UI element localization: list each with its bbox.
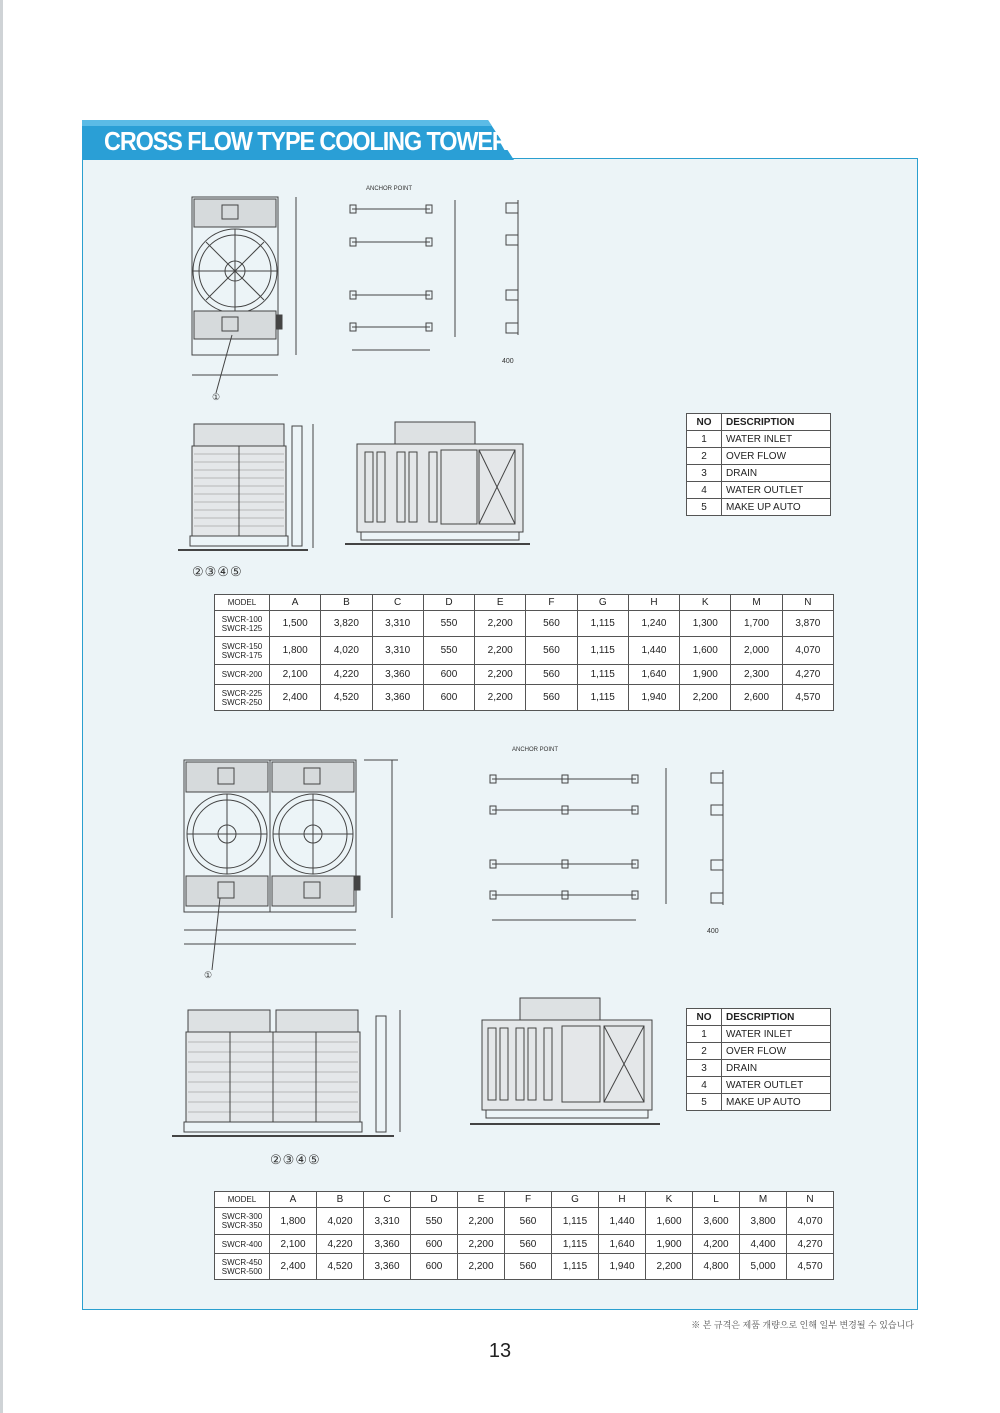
spec-value-cell: 560 xyxy=(505,1254,552,1280)
spec-header-cell: G xyxy=(552,1192,599,1208)
desc-text: DRAIN xyxy=(722,465,831,482)
callout-5: ⑤ xyxy=(229,564,243,579)
spec-value-cell: 4,020 xyxy=(321,637,372,665)
spec-value-cell: 3,600 xyxy=(693,1208,740,1235)
spec-value-cell: 600 xyxy=(411,1235,458,1254)
spec-row xyxy=(215,1254,834,1280)
spec-header-cell: B xyxy=(317,1192,364,1208)
desc-text: MAKE UP AUTO xyxy=(722,1094,831,1111)
description-table-2 xyxy=(686,1008,831,1111)
spec-value-cell: 1,600 xyxy=(680,637,731,665)
model-name: SWCR-200 xyxy=(221,670,263,679)
spec-value-cell: 600 xyxy=(423,665,474,685)
spec-header-cell: B xyxy=(321,595,372,611)
callouts-2-5-row-1 xyxy=(192,564,243,580)
spec-value-cell: 600 xyxy=(423,685,474,711)
desc-header-description: DESCRIPTION xyxy=(722,1009,831,1026)
spec-row xyxy=(215,611,834,637)
spec-value-cell: 560 xyxy=(526,665,577,685)
double-tower-front-view-drawing xyxy=(172,1004,412,1154)
desc-text: OVER FLOW xyxy=(722,448,831,465)
spec-value-cell: 1,115 xyxy=(577,685,628,711)
double-tower-side-view-drawing xyxy=(470,988,660,1138)
callout-4: ④ xyxy=(295,1152,308,1167)
spec-value-cell: 1,940 xyxy=(599,1254,646,1280)
desc-text: OVER FLOW xyxy=(722,1043,831,1060)
spec-value-cell: 2,200 xyxy=(475,611,526,637)
spec-header-row xyxy=(215,1192,834,1208)
spec-value-cell: 1,700 xyxy=(731,611,782,637)
spec-header-cell: E xyxy=(458,1192,505,1208)
spec-table-1 xyxy=(214,594,834,711)
spec-value-cell: 3,360 xyxy=(372,665,423,685)
spec-value-cell: 4,270 xyxy=(787,1235,834,1254)
spec-header-cell: H xyxy=(628,595,679,611)
spec-header-cell: K xyxy=(680,595,731,611)
spec-header-cell: G xyxy=(577,595,628,611)
desc-no: 4 xyxy=(687,482,722,499)
spec-value-cell: 3,360 xyxy=(364,1235,411,1254)
page-title: CROSS FLOW TYPE COOLING TOWER xyxy=(104,126,508,156)
spec-value-cell: 1,900 xyxy=(646,1235,693,1254)
anchor-point-label-2: ANCHOR POINT xyxy=(512,747,559,753)
footnote: ※ 본 규격은 제품 개량으로 인해 일부 변경될 수 있습니다 xyxy=(691,1320,914,1330)
spec-model-cell xyxy=(215,637,270,665)
desc-no: 1 xyxy=(687,1026,722,1043)
desc-no: 3 xyxy=(687,1060,722,1077)
spec-value-cell: 4,800 xyxy=(693,1254,740,1280)
spec-value-cell: 1,300 xyxy=(680,611,731,637)
model-name: SWCR-100 xyxy=(221,614,263,624)
callout-4: ④ xyxy=(217,564,230,579)
model-name: SWCR-500 xyxy=(221,1266,263,1276)
desc-no: 2 xyxy=(687,1043,722,1060)
spec-header-cell: A xyxy=(270,1192,317,1208)
spec-model-cell xyxy=(215,1254,270,1280)
spec-value-cell: 2,200 xyxy=(475,685,526,711)
spec-value-cell: 2,600 xyxy=(731,685,782,711)
spec-value-cell: 2,200 xyxy=(458,1208,505,1235)
model-name: SWCR-300 xyxy=(221,1212,263,1221)
spec-value-cell: 2,200 xyxy=(680,685,731,711)
spec-header-cell: E xyxy=(475,595,526,611)
spec-value-cell: 2,200 xyxy=(458,1235,505,1254)
spec-model-cell xyxy=(215,611,270,637)
spec-value-cell: 2,000 xyxy=(731,637,782,665)
dim-400-label: 400 xyxy=(502,358,514,365)
spec-value-cell: 3,310 xyxy=(372,611,423,637)
spec-value-cell: 2,200 xyxy=(475,665,526,685)
spec-value-cell: 1,940 xyxy=(628,685,679,711)
callout-3: ③ xyxy=(204,564,218,579)
spec-value-cell: 1,500 xyxy=(270,611,321,637)
spec-value-cell: 4,070 xyxy=(787,1208,834,1235)
spec-row xyxy=(215,665,834,685)
spec-value-cell: 1,115 xyxy=(552,1208,599,1235)
spec-value-cell: 4,220 xyxy=(321,665,372,685)
spec-value-cell: 2,100 xyxy=(270,1235,317,1254)
single-anchor-plan-drawing xyxy=(340,182,470,367)
callout-2: ② xyxy=(192,564,205,579)
spec-value-cell: 3,310 xyxy=(364,1208,411,1235)
desc-no: 4 xyxy=(687,1077,722,1094)
spec-value-cell: 560 xyxy=(526,685,577,711)
spec-header-row xyxy=(215,595,834,611)
spec-value-cell: 1,115 xyxy=(577,637,628,665)
desc-header-description: DESCRIPTION xyxy=(722,414,831,431)
spec-value-cell: 550 xyxy=(411,1208,458,1235)
spec-value-cell: 1,900 xyxy=(680,665,731,685)
page-edge-rule xyxy=(0,0,3,1413)
spec-value-cell: 2,100 xyxy=(270,665,321,685)
model-name: SWCR-125 xyxy=(221,623,263,633)
spec-value-cell: 2,200 xyxy=(475,637,526,665)
spec-value-cell: 4,520 xyxy=(321,685,372,711)
spec-value-cell: 2,400 xyxy=(270,1254,317,1280)
double-anchor-plan-drawing xyxy=(478,742,678,932)
model-name: SWCR-400 xyxy=(221,1239,263,1249)
desc-text: WATER INLET xyxy=(722,431,831,448)
spec-header-cell: MODEL xyxy=(215,1192,270,1208)
desc-text: MAKE UP AUTO xyxy=(722,499,831,516)
dim-400-label-2: 400 xyxy=(707,928,719,935)
spec-row xyxy=(215,1208,834,1235)
desc-no: 1 xyxy=(687,431,722,448)
callout-3: ③ xyxy=(282,1152,296,1167)
page-number: 13 xyxy=(488,1340,512,1362)
spec-value-cell: 560 xyxy=(505,1208,552,1235)
spec-value-cell: 3,310 xyxy=(372,637,423,665)
spec-header-cell: H xyxy=(599,1192,646,1208)
double-anchor-side-drawing xyxy=(697,765,737,937)
spec-value-cell: 2,400 xyxy=(270,685,321,711)
desc-header-no: NO xyxy=(687,414,722,431)
spec-header-cell: N xyxy=(787,1192,834,1208)
spec-value-cell: 2,200 xyxy=(646,1254,693,1280)
spec-value-cell: 560 xyxy=(526,611,577,637)
spec-header-cell: M xyxy=(740,1192,787,1208)
spec-header-cell: C xyxy=(372,595,423,611)
desc-header-no: NO xyxy=(687,1009,722,1026)
callouts-2-5-row-2 xyxy=(270,1152,321,1168)
single-tower-front-view-drawing xyxy=(178,418,328,580)
model-name: SWCR-250 xyxy=(221,697,263,707)
spec-value-cell: 4,220 xyxy=(317,1235,364,1254)
spec-model-cell xyxy=(215,1208,270,1235)
spec-value-cell: 1,115 xyxy=(552,1254,599,1280)
callout-1-label: ① xyxy=(212,392,221,402)
spec-value-cell: 4,070 xyxy=(782,637,833,665)
model-name: SWCR-350 xyxy=(221,1221,263,1230)
spec-value-cell: 1,440 xyxy=(628,637,679,665)
spec-value-cell: 2,200 xyxy=(458,1254,505,1280)
spec-value-cell: 3,360 xyxy=(372,685,423,711)
spec-value-cell: 3,870 xyxy=(782,611,833,637)
desc-no: 5 xyxy=(687,1094,722,1111)
description-table-1 xyxy=(686,413,831,516)
spec-value-cell: 550 xyxy=(423,637,474,665)
desc-text: WATER OUTLET xyxy=(722,1077,831,1094)
desc-text: WATER OUTLET xyxy=(722,482,831,499)
spec-value-cell: 560 xyxy=(505,1235,552,1254)
model-name: SWCR-225 xyxy=(221,688,263,698)
spec-value-cell: 3,800 xyxy=(740,1208,787,1235)
spec-value-cell: 1,600 xyxy=(646,1208,693,1235)
spec-value-cell: 3,820 xyxy=(321,611,372,637)
spec-value-cell: 1,440 xyxy=(599,1208,646,1235)
spec-value-cell: 1,115 xyxy=(577,611,628,637)
spec-header-cell: K xyxy=(646,1192,693,1208)
double-tower-top-view-drawing xyxy=(168,748,418,983)
spec-header-cell: D xyxy=(423,595,474,611)
spec-value-cell: 3,360 xyxy=(364,1254,411,1280)
spec-value-cell: 4,200 xyxy=(693,1235,740,1254)
spec-value-cell: 1,640 xyxy=(599,1235,646,1254)
spec-row xyxy=(215,637,834,665)
title-banner xyxy=(82,120,514,160)
spec-header-cell: A xyxy=(270,595,321,611)
spec-value-cell: 550 xyxy=(423,611,474,637)
spec-value-cell: 600 xyxy=(411,1254,458,1280)
spec-value-cell: 4,520 xyxy=(317,1254,364,1280)
model-name: SWCR-175 xyxy=(221,650,263,660)
callout-5: ⑤ xyxy=(307,1152,321,1167)
spec-value-cell: 5,000 xyxy=(740,1254,787,1280)
spec-model-cell xyxy=(215,1235,270,1254)
spec-value-cell: 4,270 xyxy=(782,665,833,685)
spec-header-cell: C xyxy=(364,1192,411,1208)
desc-text: DRAIN xyxy=(722,1060,831,1077)
single-anchor-side-drawing xyxy=(492,195,532,365)
callout-1-label-2: ① xyxy=(204,970,213,980)
spec-value-cell: 1,240 xyxy=(628,611,679,637)
spec-header-cell: D xyxy=(411,1192,458,1208)
desc-no: 5 xyxy=(687,499,722,516)
spec-header-cell: F xyxy=(505,1192,552,1208)
spec-value-cell: 4,570 xyxy=(782,685,833,711)
spec-header-cell: MODEL xyxy=(215,595,270,611)
spec-value-cell: 1,640 xyxy=(628,665,679,685)
desc-text: WATER INLET xyxy=(722,1026,831,1043)
model-name: SWCR-150 xyxy=(221,641,263,651)
model-name: SWCR-450 xyxy=(221,1257,263,1267)
anchor-point-label: ANCHOR POINT xyxy=(366,186,413,192)
spec-value-cell: 4,020 xyxy=(317,1208,364,1235)
single-tower-side-view-drawing xyxy=(345,408,530,568)
single-tower-top-view-drawing xyxy=(176,185,306,405)
desc-no: 3 xyxy=(687,465,722,482)
spec-header-cell: L xyxy=(693,1192,740,1208)
spec-value-cell: 1,800 xyxy=(270,1208,317,1235)
spec-header-cell: F xyxy=(526,595,577,611)
spec-value-cell: 1,115 xyxy=(577,665,628,685)
spec-row xyxy=(215,685,834,711)
spec-value-cell: 1,800 xyxy=(270,637,321,665)
spec-value-cell: 2,300 xyxy=(731,665,782,685)
spec-value-cell: 4,400 xyxy=(740,1235,787,1254)
spec-model-cell xyxy=(215,665,270,685)
desc-no: 2 xyxy=(687,448,722,465)
spec-header-cell: N xyxy=(782,595,833,611)
spec-table-2 xyxy=(214,1191,834,1280)
spec-model-cell xyxy=(215,685,270,711)
spec-header-cell: M xyxy=(731,595,782,611)
spec-value-cell: 4,570 xyxy=(787,1254,834,1280)
spec-row xyxy=(215,1235,834,1254)
callout-2: ② xyxy=(270,1152,283,1167)
spec-value-cell: 1,115 xyxy=(552,1235,599,1254)
spec-value-cell: 560 xyxy=(526,637,577,665)
